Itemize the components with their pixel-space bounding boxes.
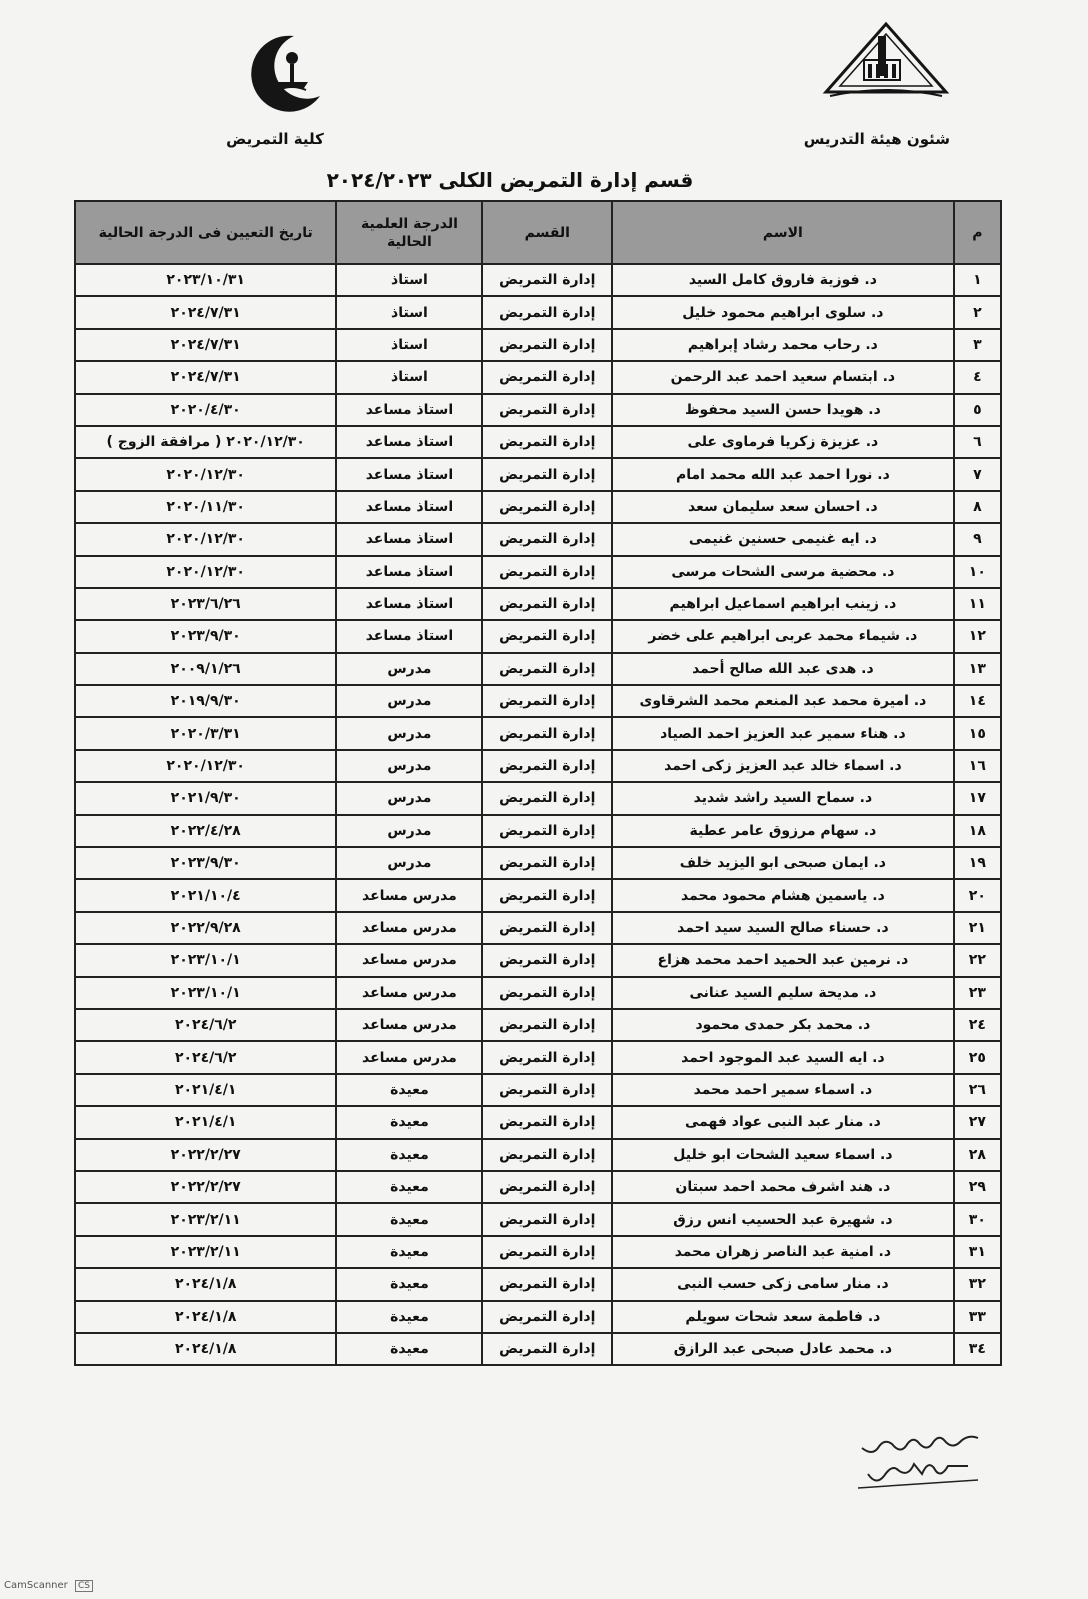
table-row <box>75 1236 1001 1268</box>
cell-num: ٢٦ <box>954 1074 1001 1106</box>
cell-name: د. ابتسام سعيد احمد عبد الرحمن <box>612 361 954 393</box>
cell-num: ٣٤ <box>954 1333 1001 1365</box>
cell-dept: إدارة التمريض <box>482 1074 612 1106</box>
cell-num: ٢٣ <box>954 977 1001 1009</box>
cell-rank: معيدة <box>336 1203 482 1235</box>
cell-name: د. نرمين عبد الحميد احمد محمد هزاع <box>612 944 954 976</box>
cell-name: د. فاطمة سعد شحات سويلم <box>612 1301 954 1333</box>
cell-dept: إدارة التمريض <box>482 750 612 782</box>
cell-date: ٢٠٢٤/٧/٣١ <box>75 329 336 361</box>
cell-name: د. حسناء صالح السيد سيد احمد <box>612 912 954 944</box>
table-row <box>75 1171 1001 1203</box>
cell-dept: إدارة التمريض <box>482 1139 612 1171</box>
cell-name: د. منار عبد النبى عواد فهمى <box>612 1106 954 1138</box>
cell-dept: إدارة التمريض <box>482 815 612 847</box>
table-row <box>75 879 1001 911</box>
cell-name: د. ايه السيد عبد الموجود احمد <box>612 1041 954 1073</box>
staff-table <box>74 200 1002 1366</box>
cell-rank: معيدة <box>336 1268 482 1300</box>
table-row <box>75 588 1001 620</box>
cell-name: د. هدى عبد الله صالح أحمد <box>612 653 954 685</box>
cell-date: ٢٠٢٤/١/٨ <box>75 1301 336 1333</box>
cell-date: ٢٠٢٠/١١/٣٠ <box>75 491 336 523</box>
cell-dept: إدارة التمريض <box>482 1333 612 1365</box>
cell-dept: إدارة التمريض <box>482 1203 612 1235</box>
header-name: الاسم <box>612 201 954 264</box>
cell-num: ٢٩ <box>954 1171 1001 1203</box>
cell-dept: إدارة التمريض <box>482 879 612 911</box>
cell-dept: إدارة التمريض <box>482 1009 612 1041</box>
page-title: قسم إدارة التمريض الكلى ٢٠٢٤/٢٠٢٣ <box>326 168 694 192</box>
cell-date: ٢٠٢١/١٠/٤ <box>75 879 336 911</box>
cell-rank: مدرس <box>336 847 482 879</box>
table-row <box>75 750 1001 782</box>
cell-num: ١٤ <box>954 685 1001 717</box>
cell-name: د. سماح السيد راشد شديد <box>612 782 954 814</box>
cell-date: ٢٠٢١/٩/٣٠ <box>75 782 336 814</box>
table-row <box>75 977 1001 1009</box>
cell-rank: مدرس <box>336 685 482 717</box>
table-row <box>75 296 1001 328</box>
cell-num: ٣٣ <box>954 1301 1001 1333</box>
cell-name: د. محمد بكر حمدى محمود <box>612 1009 954 1041</box>
table-row <box>75 1139 1001 1171</box>
cell-num: ١٠ <box>954 556 1001 588</box>
cell-date: ٢٠٢٣/٢/١١ <box>75 1203 336 1235</box>
cell-name: د. اسماء سمير احمد محمد <box>612 1074 954 1106</box>
cell-date: ٢٠٢٤/٧/٣١ <box>75 296 336 328</box>
cell-date: ٢٠٢٤/٧/٣١ <box>75 361 336 393</box>
header-rank: الدرجة العلمية الحالية <box>336 201 482 264</box>
cell-dept: إدارة التمريض <box>482 458 612 490</box>
cell-rank: استاذ مساعد <box>336 426 482 458</box>
table-row <box>75 653 1001 685</box>
table-row <box>75 1203 1001 1235</box>
cell-date: ٢٠٠٩/١/٢٦ <box>75 653 336 685</box>
faculty-affairs-label: شئون هيئة التدريس <box>803 130 950 148</box>
cell-rank: مدرس <box>336 717 482 749</box>
cell-num: ٣ <box>954 329 1001 361</box>
table-row <box>75 556 1001 588</box>
cell-num: ٢٢ <box>954 944 1001 976</box>
cell-date: ٢٠٢٤/١/٨ <box>75 1268 336 1300</box>
table-row <box>75 264 1001 296</box>
cell-name: د. شيماء محمد عربى ابراهيم على خضر <box>612 620 954 652</box>
cell-dept: إدارة التمريض <box>482 912 612 944</box>
cell-name: د. امنية عبد الناصر زهران محمد <box>612 1236 954 1268</box>
cell-num: ٥ <box>954 394 1001 426</box>
cell-num: ٢ <box>954 296 1001 328</box>
cell-rank: مدرس مساعد <box>336 1009 482 1041</box>
cell-rank: مدرس مساعد <box>336 944 482 976</box>
cell-num: ١٨ <box>954 815 1001 847</box>
cell-num: ١٥ <box>954 717 1001 749</box>
cell-num: ٤ <box>954 361 1001 393</box>
cell-num: ٩ <box>954 523 1001 555</box>
cell-num: ١٢ <box>954 620 1001 652</box>
table-row <box>75 1333 1001 1365</box>
cell-num: ١١ <box>954 588 1001 620</box>
table-row <box>75 847 1001 879</box>
cell-num: ٢٨ <box>954 1139 1001 1171</box>
cell-dept: إدارة التمريض <box>482 491 612 523</box>
cell-date: ٢٠٢٠/١٢/٣٠ <box>75 458 336 490</box>
table-row <box>75 1009 1001 1041</box>
table-row <box>75 523 1001 555</box>
table-row <box>75 394 1001 426</box>
scanner-badge: CS <box>75 1580 93 1592</box>
cell-num: ٣٠ <box>954 1203 1001 1235</box>
table-row <box>75 717 1001 749</box>
table-row <box>75 329 1001 361</box>
cell-name: د. ياسمين هشام محمود محمد <box>612 879 954 911</box>
cell-date: ٢٠٢٣/١٠/١ <box>75 977 336 1009</box>
cell-name: د. زينب ابراهيم اسماعيل ابراهيم <box>612 588 954 620</box>
table-row <box>75 1268 1001 1300</box>
cell-date: ٢٠٢٠/٣/٣١ <box>75 717 336 749</box>
cell-num: ١٣ <box>954 653 1001 685</box>
cell-num: ٢٥ <box>954 1041 1001 1073</box>
cell-rank: استاذ <box>336 361 482 393</box>
cell-date: ٢٠٢٣/١٠/١ <box>75 944 336 976</box>
cell-name: د. مديحة سليم السيد عنانى <box>612 977 954 1009</box>
cell-name: د. هند اشرف محمد احمد سبتان <box>612 1171 954 1203</box>
cell-name: د. هويدا حسن السيد محفوظ <box>612 394 954 426</box>
cell-name: د. نورا احمد عبد الله محمد امام <box>612 458 954 490</box>
cell-dept: إدارة التمريض <box>482 944 612 976</box>
cell-name: د. اميرة محمد عبد المنعم محمد الشرقاوى <box>612 685 954 717</box>
cell-rank: مدرس مساعد <box>336 977 482 1009</box>
cell-date: ٢٠٢١/٤/١ <box>75 1074 336 1106</box>
cell-dept: إدارة التمريض <box>482 847 612 879</box>
cell-rank: استاذ مساعد <box>336 458 482 490</box>
cell-rank: استاذ مساعد <box>336 588 482 620</box>
cell-name: د. شهيرة عبد الحسيب انس رزق <box>612 1203 954 1235</box>
cell-rank: معيدة <box>336 1333 482 1365</box>
crescent-nursing-logo-icon <box>236 30 328 112</box>
cell-dept: إدارة التمريض <box>482 1041 612 1073</box>
cell-dept: إدارة التمريض <box>482 329 612 361</box>
table-row <box>75 944 1001 976</box>
cell-name: د. هناء سمير عبد العزيز احمد الصياد <box>612 717 954 749</box>
cell-date: ٢٠٢٢/٩/٢٨ <box>75 912 336 944</box>
scanner-text: CamScanner <box>4 1580 68 1591</box>
cell-dept: إدارة التمريض <box>482 556 612 588</box>
faculty-of-nursing-label: كلية التمريض <box>226 130 324 148</box>
table-row <box>75 912 1001 944</box>
cell-rank: مدرس <box>336 782 482 814</box>
cell-rank: معيدة <box>336 1301 482 1333</box>
table-row <box>75 458 1001 490</box>
cell-dept: إدارة التمريض <box>482 685 612 717</box>
cell-num: ٢٤ <box>954 1009 1001 1041</box>
cell-date: ٢٠٢٣/١٠/٣١ <box>75 264 336 296</box>
cell-name: د. سلوى ابراهيم محمود خليل <box>612 296 954 328</box>
header-date: تاريخ التعيين فى الدرجة الحالية <box>75 201 336 264</box>
cell-rank: مدرس مساعد <box>336 879 482 911</box>
cell-num: ٢٠ <box>954 879 1001 911</box>
cell-rank: مدرس مساعد <box>336 912 482 944</box>
cell-num: ٦ <box>954 426 1001 458</box>
cell-dept: إدارة التمريض <box>482 588 612 620</box>
cell-rank: استاذ <box>336 329 482 361</box>
cell-date: ٢٠٢٢/٢/٢٧ <box>75 1171 336 1203</box>
cell-name: د. اسماء سعيد الشحات ابو خليل <box>612 1139 954 1171</box>
cell-rank: مدرس <box>336 750 482 782</box>
cell-rank: استاذ مساعد <box>336 620 482 652</box>
cell-num: ٨ <box>954 491 1001 523</box>
cell-name: د. محضية مرسى الشحات مرسى <box>612 556 954 588</box>
table-row <box>75 1074 1001 1106</box>
cell-date: ٢٠٢٠/٤/٣٠ <box>75 394 336 426</box>
cell-name: د. سهام مرزوق عامر عطية <box>612 815 954 847</box>
cell-rank: معيدة <box>336 1139 482 1171</box>
university-emblem-logo-icon <box>820 20 952 102</box>
cell-num: ١٧ <box>954 782 1001 814</box>
cell-num: ١٩ <box>954 847 1001 879</box>
cell-rank: مدرس <box>336 653 482 685</box>
cell-name: د. رحاب محمد رشاد إبراهيم <box>612 329 954 361</box>
cell-date: ٢٠٢٠/١٢/٣٠ ( مرافقة الزوج ) <box>75 426 336 458</box>
cell-name: د. عزيزة زكريا فرماوى على <box>612 426 954 458</box>
cell-date: ٢٠٢٤/٦/٢ <box>75 1009 336 1041</box>
cell-rank: استاذ <box>336 264 482 296</box>
cell-date: ٢٠٢٣/٢/١١ <box>75 1236 336 1268</box>
cell-name: د. فوزية فاروق كامل السيد <box>612 264 954 296</box>
cell-num: ٧ <box>954 458 1001 490</box>
cell-dept: إدارة التمريض <box>482 782 612 814</box>
cell-rank: معيدة <box>336 1074 482 1106</box>
cell-dept: إدارة التمريض <box>482 1171 612 1203</box>
scanner-footer <box>4 1580 93 1592</box>
cell-num: ٢١ <box>954 912 1001 944</box>
table-row <box>75 815 1001 847</box>
cell-date: ٢٠٢٤/٦/٢ <box>75 1041 336 1073</box>
cell-dept: إدارة التمريض <box>482 264 612 296</box>
cell-name: د. ايمان صبحى ابو اليزيد خلف <box>612 847 954 879</box>
cell-rank: استاذ مساعد <box>336 491 482 523</box>
cell-dept: إدارة التمريض <box>482 523 612 555</box>
cell-rank: استاذ <box>336 296 482 328</box>
table-row <box>75 782 1001 814</box>
cell-dept: إدارة التمريض <box>482 361 612 393</box>
cell-num: ٣١ <box>954 1236 1001 1268</box>
table-header-row <box>75 201 1001 264</box>
cell-rank: استاذ مساعد <box>336 394 482 426</box>
cell-dept: إدارة التمريض <box>482 394 612 426</box>
table-row <box>75 491 1001 523</box>
header-num: م <box>954 201 1001 264</box>
cell-num: ١٦ <box>954 750 1001 782</box>
cell-dept: إدارة التمريض <box>482 1236 612 1268</box>
cell-date: ٢٠٢٠/١٢/٣٠ <box>75 523 336 555</box>
table-row <box>75 426 1001 458</box>
table-row <box>75 685 1001 717</box>
cell-dept: إدارة التمريض <box>482 620 612 652</box>
cell-rank: معيدة <box>336 1236 482 1268</box>
cell-num: ١ <box>954 264 1001 296</box>
cell-rank: استاذ مساعد <box>336 556 482 588</box>
cell-rank: مدرس مساعد <box>336 1041 482 1073</box>
cell-date: ٢٠٢٣/٦/٢٦ <box>75 588 336 620</box>
cell-name: د. ايه غنيمى حسنين غنيمى <box>612 523 954 555</box>
cell-dept: إدارة التمريض <box>482 1301 612 1333</box>
table-row <box>75 1106 1001 1138</box>
cell-rank: معيدة <box>336 1171 482 1203</box>
table-row <box>75 620 1001 652</box>
cell-name: د. احسان سعد سليمان سعد <box>612 491 954 523</box>
cell-dept: إدارة التمريض <box>482 653 612 685</box>
cell-dept: إدارة التمريض <box>482 717 612 749</box>
cell-dept: إدارة التمريض <box>482 426 612 458</box>
cell-date: ٢٠٢٠/١٢/٣٠ <box>75 750 336 782</box>
cell-date: ٢٠٢٠/١٢/٣٠ <box>75 556 336 588</box>
cell-name: د. محمد عادل صبحى عبد الرازق <box>612 1333 954 1365</box>
cell-num: ٢٧ <box>954 1106 1001 1138</box>
cell-date: ٢٠٢٢/٤/٢٨ <box>75 815 336 847</box>
cell-dept: إدارة التمريض <box>482 1268 612 1300</box>
table-row <box>75 1301 1001 1333</box>
handwritten-signature-icon <box>848 1430 988 1500</box>
cell-date: ٢٠١٩/٩/٣٠ <box>75 685 336 717</box>
cell-rank: مدرس <box>336 815 482 847</box>
cell-date: ٢٠٢٣/٩/٣٠ <box>75 620 336 652</box>
cell-rank: استاذ مساعد <box>336 523 482 555</box>
cell-name: د. منار سامى زكى حسب النبى <box>612 1268 954 1300</box>
cell-dept: إدارة التمريض <box>482 1106 612 1138</box>
cell-dept: إدارة التمريض <box>482 296 612 328</box>
header-dept: القسم <box>482 201 612 264</box>
cell-date: ٢٠٢٢/٢/٢٧ <box>75 1139 336 1171</box>
cell-num: ٣٢ <box>954 1268 1001 1300</box>
cell-rank: معيدة <box>336 1106 482 1138</box>
cell-date: ٢٠٢٣/٩/٣٠ <box>75 847 336 879</box>
cell-dept: إدارة التمريض <box>482 977 612 1009</box>
table-row <box>75 1041 1001 1073</box>
table-row <box>75 361 1001 393</box>
cell-name: د. اسماء خالد عبد العزيز زكى احمد <box>612 750 954 782</box>
cell-date: ٢٠٢٤/١/٨ <box>75 1333 336 1365</box>
cell-date: ٢٠٢١/٤/١ <box>75 1106 336 1138</box>
